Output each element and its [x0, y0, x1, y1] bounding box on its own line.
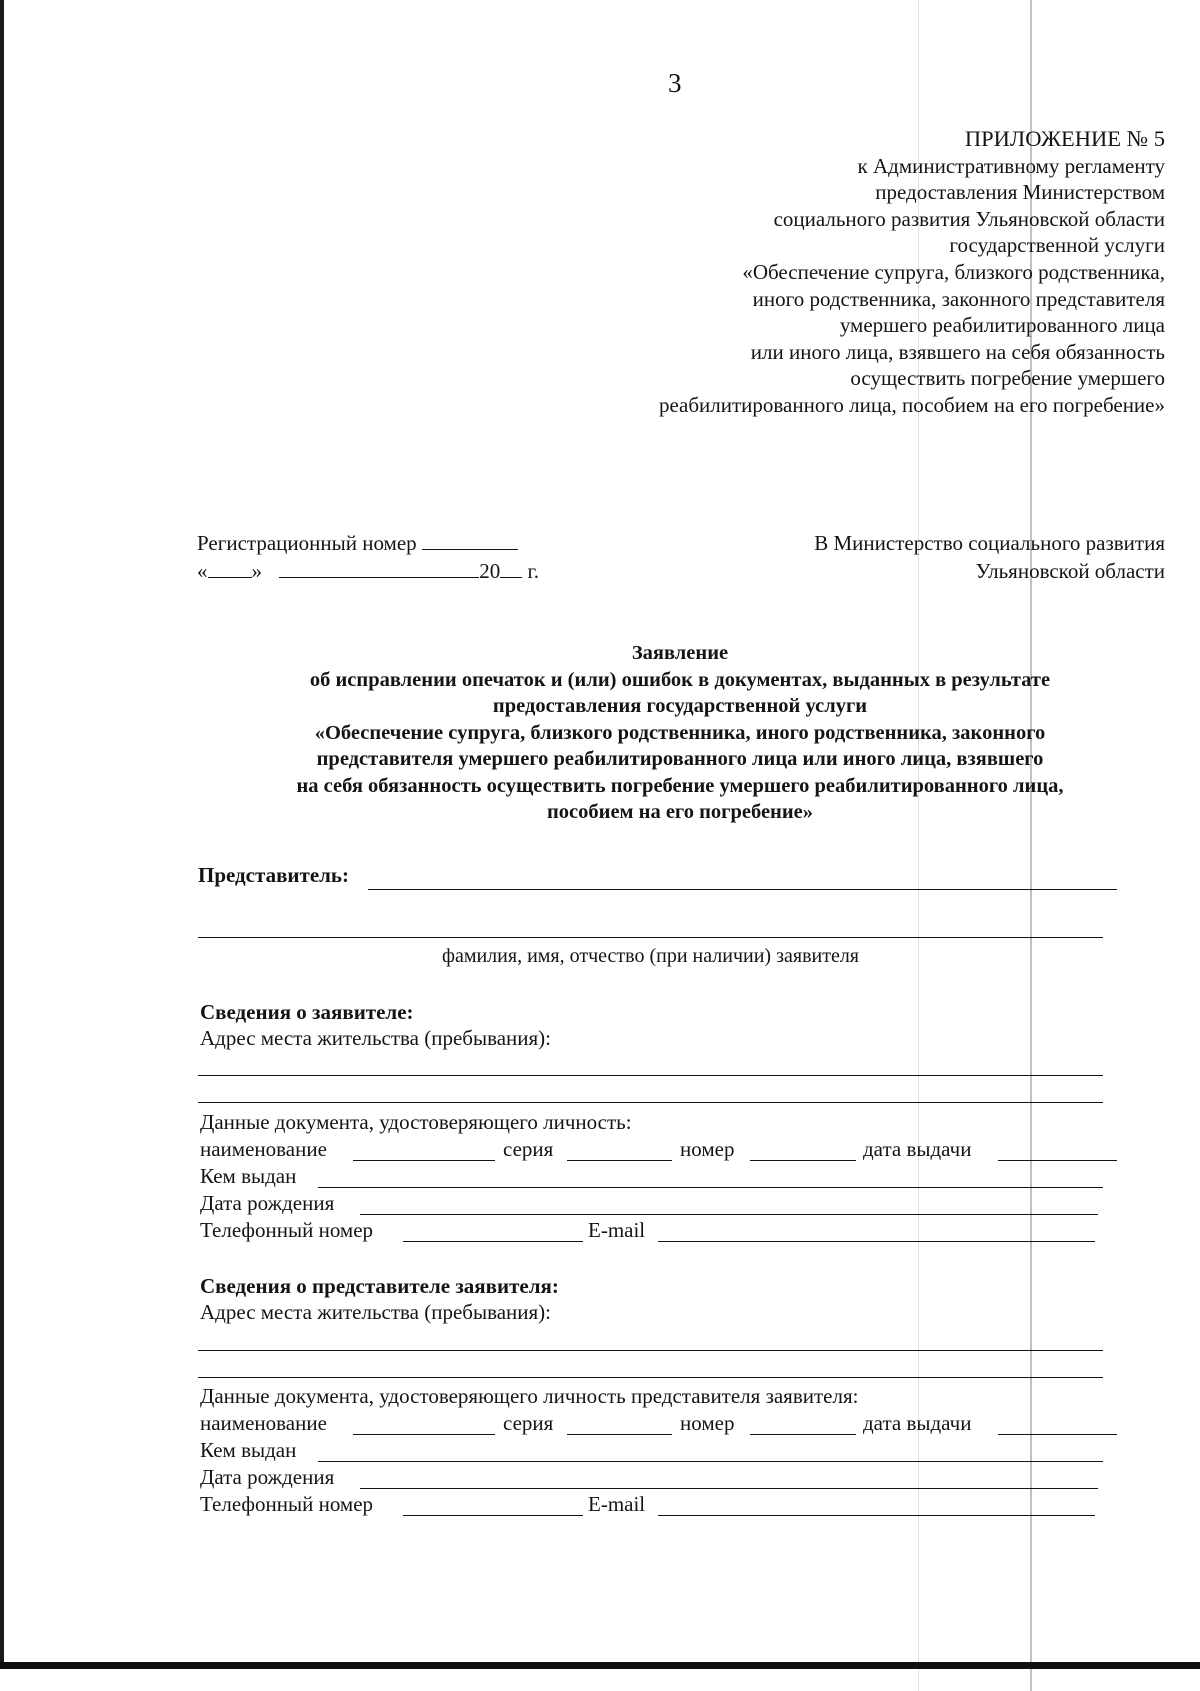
rep-series-field[interactable] — [567, 1434, 672, 1435]
appendix-line: реабилитированного лица, пособием на его погребение» — [658, 392, 1165, 417]
registration-date-row — [197, 557, 539, 585]
rep-number-field[interactable] — [750, 1434, 856, 1435]
applicant-issued-by-field[interactable] — [318, 1187, 1103, 1188]
applicant-address-label: Адрес места жительства (пребывания): — [200, 1026, 552, 1050]
rep-birth-date-field[interactable] — [360, 1488, 1098, 1489]
title-line: на себя обязанность осуществить погребение умершего реабилитированного лица, — [296, 774, 1064, 797]
addressee-line: В Министерство социального развития — [814, 531, 1165, 555]
appendix-line: предоставления Министерством — [875, 180, 1165, 205]
applicant-doc-name-label: наименование — [200, 1137, 327, 1161]
representative-caption: фамилия, имя, отчество (при наличии) заявителя — [441, 945, 860, 967]
addressee-block — [814, 529, 1165, 585]
applicant-doc-label: Данные документа, удостоверяющего личность: — [200, 1110, 632, 1134]
appendix-title: ПРИЛОЖЕНИЕ № 5 — [964, 126, 1165, 151]
appendix-line: «Обеспечение супруга, близкого родственника, — [742, 259, 1165, 284]
year-suffix: г. — [527, 559, 539, 583]
applicant-heading: Сведения о заявителе: — [200, 1000, 414, 1024]
applicant-birth-date-field[interactable] — [360, 1214, 1098, 1215]
rep-birth-date-label: Дата рождения — [200, 1465, 335, 1489]
applicant-doc-name-field[interactable] — [353, 1160, 495, 1161]
applicant-birth-date-label: Дата рождения — [200, 1191, 335, 1215]
rep-number-label: номер — [680, 1411, 735, 1435]
applicant-phone-field[interactable] — [403, 1241, 583, 1242]
rep-address-label: Адрес места жительства (пребывания): — [200, 1300, 552, 1324]
registration-number-label: Регистрационный номер — [197, 531, 417, 555]
title-line: представителя умершего реабилитированного лица или иного лица, взявшего — [316, 748, 1044, 770]
title-line: об исправлении опечаток и (или) ошибок в документах, выданных в результате — [309, 668, 1051, 691]
applicant-issue-date-label: дата выдачи — [863, 1137, 972, 1161]
applicant-number-field[interactable] — [750, 1160, 856, 1161]
representative-field[interactable] — [368, 889, 1117, 890]
rep-doc-label: Данные документа, удостоверяющего личность представителя заявителя: — [200, 1384, 859, 1408]
rep-doc-name-field[interactable] — [353, 1434, 495, 1435]
applicant-series-label: серия — [503, 1137, 554, 1161]
representative-label: Представитель: — [198, 863, 350, 887]
registration-month-field[interactable] — [279, 558, 479, 578]
appendix-line: социального развития Ульяновской области — [773, 206, 1165, 231]
document-title — [220, 640, 1140, 826]
registration-block — [197, 529, 539, 585]
appendix-header — [525, 126, 1165, 419]
addressee-line: Ульяновской области — [975, 559, 1165, 583]
applicant-series-field[interactable] — [567, 1160, 672, 1161]
applicant-issued-by-label: Кем выдан — [200, 1164, 297, 1188]
rep-doc-name-label: наименование — [200, 1411, 327, 1435]
appendix-line: государственной услуги — [949, 233, 1165, 258]
title-line: «Обеспечение супруга, близкого родственника, иного родственника, законного — [314, 721, 1046, 744]
applicant-email-label: E-mail — [588, 1218, 646, 1242]
rep-issue-date-field[interactable] — [998, 1434, 1117, 1435]
appendix-line: к Административному регламенту — [857, 153, 1165, 178]
rep-info-heading: Сведения о представителе заявителя: — [200, 1274, 559, 1298]
rep-issued-by-label: Кем выдан — [200, 1438, 297, 1462]
applicant-phone-label: Телефонный номер — [200, 1218, 374, 1242]
page-number: 3 — [668, 68, 682, 98]
representative-field-line2[interactable] — [198, 937, 1103, 938]
year-prefix: 20 — [479, 559, 501, 583]
registration-number-row — [197, 529, 539, 557]
rep-address-field-line2[interactable] — [198, 1377, 1103, 1378]
appendix-line: осуществить погребение умершего — [850, 366, 1165, 391]
rep-issued-by-field[interactable] — [318, 1461, 1103, 1462]
rep-issue-date-label: дата выдачи — [863, 1411, 972, 1435]
registration-year-field[interactable] — [500, 558, 522, 578]
rep-phone-field[interactable] — [403, 1515, 583, 1516]
applicant-issue-date-field[interactable] — [998, 1160, 1117, 1161]
title-line: пособием на его погребение» — [546, 801, 814, 823]
applicant-address-field-line2[interactable] — [198, 1102, 1103, 1103]
registration-number-field[interactable] — [422, 530, 518, 550]
applicant-email-field[interactable] — [658, 1241, 1095, 1242]
appendix-line: иного родственника, законного представителя — [752, 286, 1165, 311]
applicant-number-label: номер — [680, 1137, 735, 1161]
rep-phone-label: Телефонный номер — [200, 1492, 374, 1516]
rep-series-label: серия — [503, 1411, 554, 1435]
rep-email-field[interactable] — [658, 1515, 1095, 1516]
title-line: предоставления государственной услуги — [492, 695, 868, 717]
appendix-line: или иного лица, взявшего на себя обязанность — [750, 339, 1165, 364]
applicant-address-field[interactable] — [198, 1075, 1103, 1076]
quote-close: » — [251, 559, 262, 583]
scan-edge-left — [0, 0, 4, 1665]
rep-address-field[interactable] — [198, 1350, 1103, 1351]
registration-day-field[interactable] — [208, 558, 252, 578]
title-line: Заявление — [631, 642, 729, 664]
appendix-line: умершего реабилитированного лица — [839, 313, 1165, 338]
scan-edge-bottom — [0, 1662, 1200, 1669]
quote-open: « — [197, 559, 208, 583]
rep-email-label: E-mail — [588, 1492, 646, 1516]
